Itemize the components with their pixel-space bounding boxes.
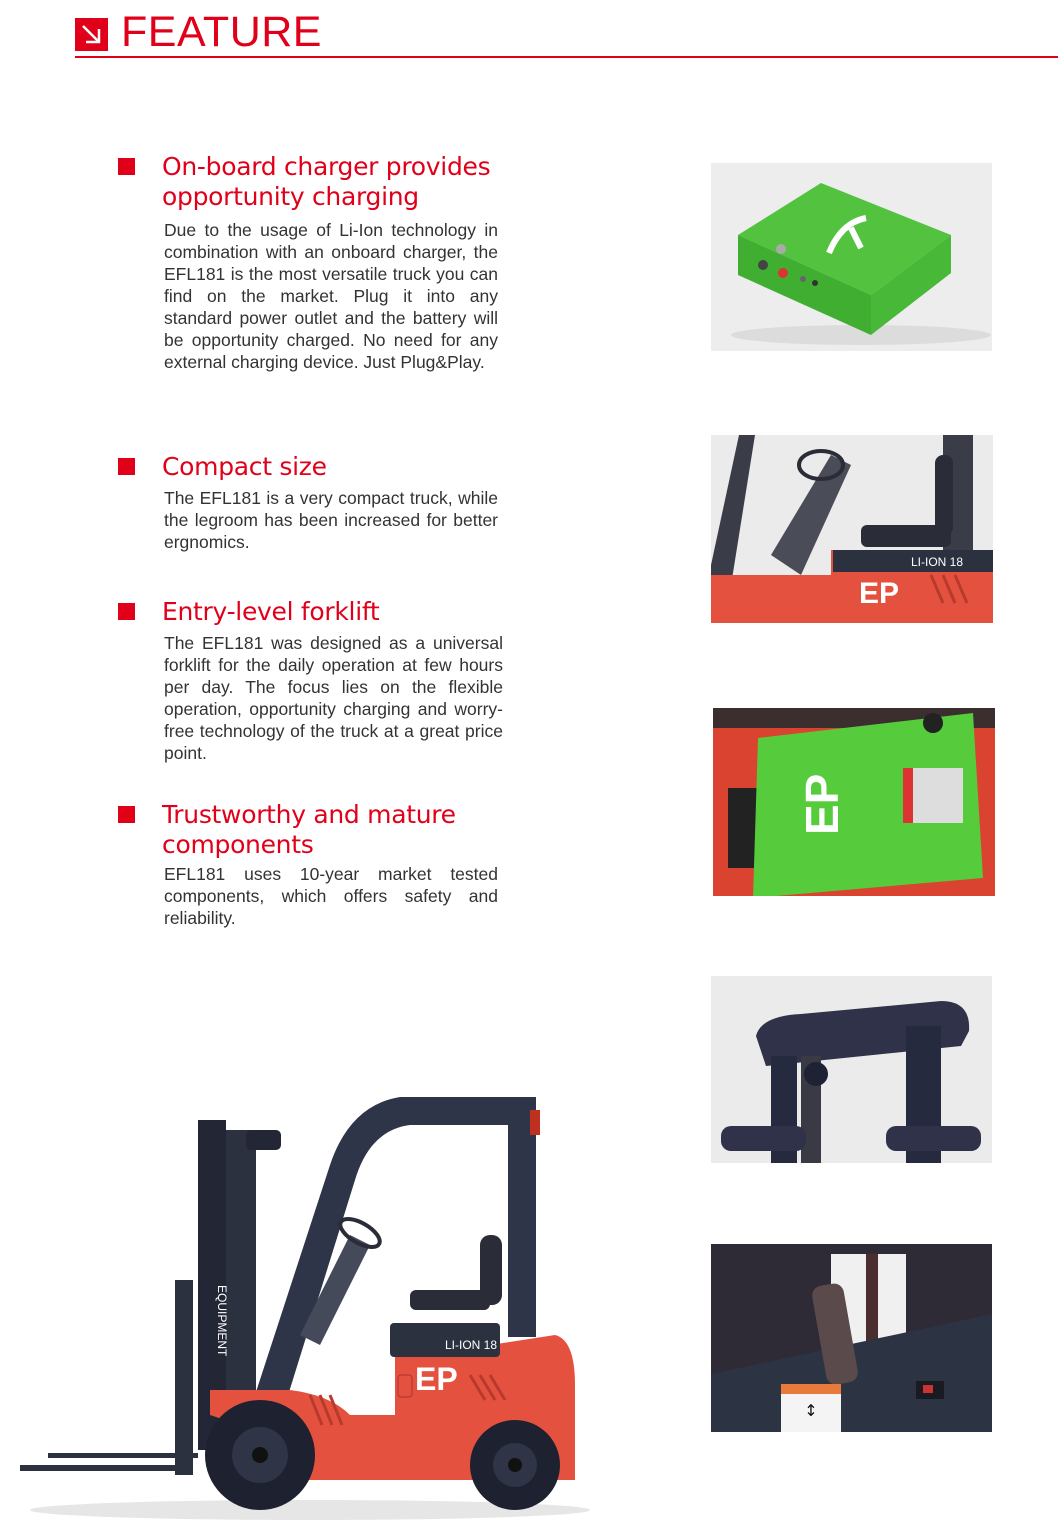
bullet-square-icon [118, 603, 135, 620]
forklift-hero-image [10, 1085, 590, 1525]
feature-body: EFL181 uses 10-year market tested components, which offers safety and reliability. [164, 864, 498, 928]
feature-title-line2: opportunity charging [162, 182, 419, 211]
feature-body: The EFL181 was designed as a universal forklift for the daily operation at few hours per day. The focus lies on the flexible operation, opportunity charging and worry-free technology of the truck at a great price point. [164, 633, 503, 763]
li-ion-battery-photo [711, 163, 992, 351]
li-ion-badge: LI-ION 18 [911, 555, 964, 569]
bullet-square-icon [118, 458, 135, 475]
feature-body: The EFL181 is a very compact truck, while the legroom has been increased for better ergnomics. [164, 488, 498, 552]
page-header [75, 10, 1060, 58]
ep-logo: EP [415, 1361, 458, 1397]
bullet-square-icon [118, 806, 135, 823]
arrow-down-right-icon [75, 18, 108, 51]
feature-title: On-board charger provides [162, 152, 491, 181]
feature-title-line2: components [162, 830, 314, 859]
svg-text:EP: EP [859, 577, 900, 610]
feature-title: Trustworthy and mature [162, 800, 456, 829]
control-lever-photo [711, 1244, 992, 1432]
li-ion-badge: LI-ION 18 [445, 1338, 498, 1352]
feature-title: Entry-level forklift [162, 597, 380, 626]
svg-text:EP: EP [796, 773, 848, 835]
mast-brand-text: EQUIPMENT [215, 1285, 229, 1357]
feature-body: Due to the usage of Li-Ion technology in combination with an onboard charger, the EFL181 is the most versatile truck you can find on the market. Plug it into any standard power outlet and the battery will be opportunity charged. No need for any external charging device. Just Plug&Play. [164, 220, 498, 372]
battery-installed-photo [713, 708, 995, 896]
header-divider [75, 56, 1058, 58]
bullet-square-icon [118, 158, 135, 175]
svg-text:↕: ↕ [804, 1401, 818, 1420]
mast-top-photo [711, 976, 992, 1163]
feature-title: Compact size [162, 452, 327, 481]
page-title: FEATURE [121, 8, 322, 56]
operator-seat-photo [711, 435, 993, 623]
